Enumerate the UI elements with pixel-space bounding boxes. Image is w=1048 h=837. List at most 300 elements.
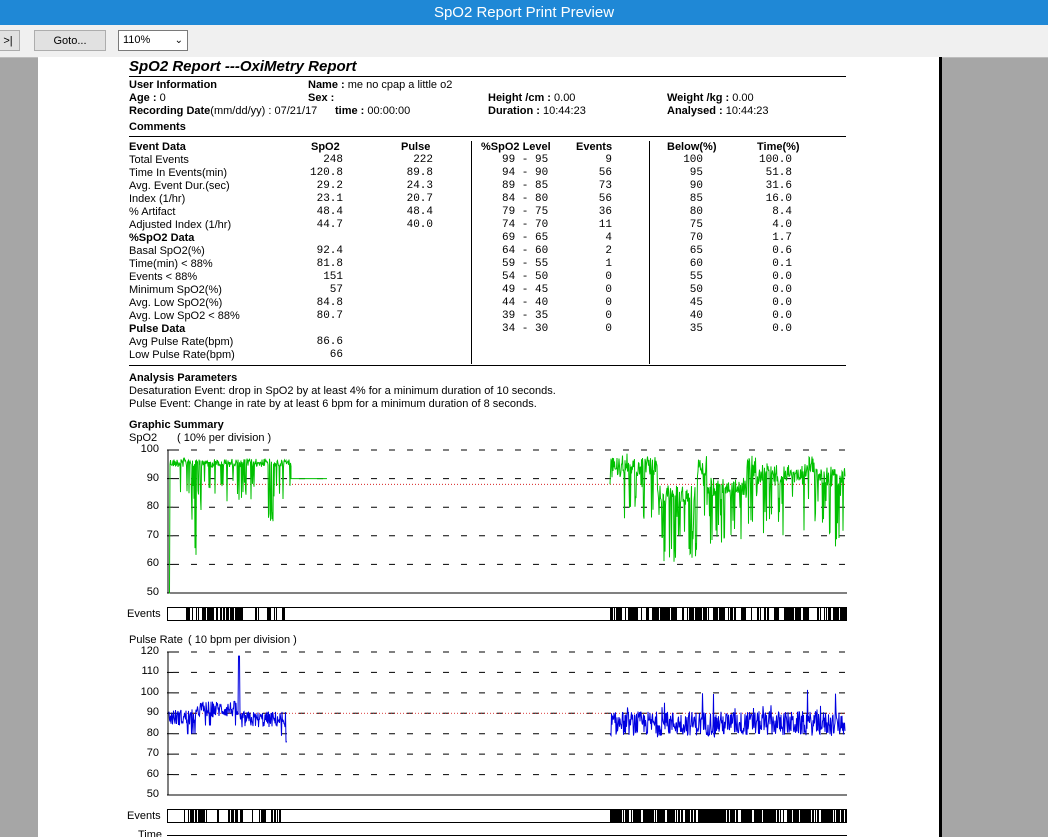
event-mark: [671, 810, 672, 822]
event-mark: [842, 608, 843, 620]
event-mark: [785, 608, 786, 620]
event-row-label: Avg. Event Dur.(sec): [129, 180, 230, 192]
event-mark: [796, 810, 797, 822]
comments-divider: [129, 136, 846, 137]
event-mark: [224, 608, 225, 620]
level-row-events: 2: [605, 245, 612, 257]
event-mark: [264, 810, 265, 822]
level-row-below: 60: [689, 258, 703, 270]
event-mark: [838, 608, 839, 620]
event-mark: [713, 608, 714, 620]
event-mark: [795, 608, 797, 620]
event-mark: [675, 608, 676, 620]
toolbar: [0, 25, 1048, 58]
tick-label: 50: [146, 788, 159, 800]
event-mark: [241, 810, 243, 822]
height-field: [488, 92, 575, 104]
tick-label: 50: [146, 586, 159, 598]
event-row-label: % Artifact: [129, 206, 176, 218]
event-mark: [822, 810, 823, 822]
event-mark: [202, 608, 203, 620]
event-mark: [715, 608, 716, 620]
spo2-data-section: %SpO2 Data: [129, 232, 195, 244]
level-row-time: 31.6: [765, 180, 792, 192]
last-page-button[interactable]: >|: [0, 30, 20, 51]
event-mark: [652, 608, 653, 620]
event-mark: [636, 810, 637, 822]
event-row-spo2: 48.4: [316, 206, 343, 218]
level-row-below: 90: [689, 180, 703, 192]
event-mark: [806, 810, 807, 822]
event-mark: [808, 810, 809, 822]
event-mark: [734, 810, 735, 822]
event-mark: [690, 608, 692, 620]
event-mark: [701, 608, 702, 620]
event-mark: [758, 810, 759, 822]
event-mark: [625, 608, 626, 620]
event-mark: [698, 810, 700, 822]
event-mark: [751, 608, 752, 620]
event-mark: [196, 810, 197, 822]
event-mark: [612, 810, 613, 822]
event-mark: [626, 810, 627, 822]
event-mark: [837, 810, 838, 822]
event-mark: [255, 608, 256, 620]
event-mark: [630, 608, 631, 620]
time-label: time :: [335, 105, 365, 117]
event-mark: [761, 810, 762, 822]
event-mark: [732, 608, 733, 620]
goto-button[interactable]: Goto...: [34, 30, 106, 51]
event-mark: [765, 810, 766, 822]
event-mark: [774, 608, 776, 620]
level-row-range: 39 - 35: [502, 310, 549, 322]
event-row-label: Index (1/hr): [129, 193, 186, 205]
event-mark: [672, 810, 673, 822]
event-mark: [723, 608, 724, 620]
level-row-below: 80: [689, 206, 703, 218]
spo2-row-value: 81.8: [316, 258, 343, 270]
event-mark: [703, 608, 705, 620]
event-mark: [764, 810, 765, 822]
event-row-pulse: 40.0: [406, 219, 433, 231]
event-mark: [270, 608, 271, 620]
event-mark: [804, 608, 805, 620]
spo2-chart-label: SpO2: [129, 432, 158, 444]
event-mark: [648, 608, 649, 620]
pulse-chart-label: Pulse Rate: [129, 634, 183, 646]
level-row-time: 0.0: [772, 323, 792, 335]
event-mark: [256, 608, 257, 620]
event-mark: [784, 608, 785, 620]
event-mark: [654, 608, 655, 620]
event-mark: [686, 810, 687, 822]
event-mark: [615, 810, 616, 822]
event-mark: [708, 608, 709, 620]
pulse-col-header: Pulse: [401, 141, 431, 153]
age-field: [129, 92, 166, 104]
spo2-row-label: Basal SpO2(%): [129, 245, 205, 257]
event-mark: [758, 608, 759, 620]
analysed-label: Analysed :: [667, 105, 723, 117]
report-page: [38, 57, 939, 837]
level-row-below: 70: [689, 232, 703, 244]
event-mark: [741, 810, 742, 822]
page-shadow: [939, 57, 942, 837]
age-value: 0: [159, 92, 166, 104]
event-mark: [807, 810, 808, 822]
tick-label: 70: [146, 747, 159, 760]
level-row-time: 0.0: [772, 284, 792, 296]
event-mark: [824, 608, 825, 620]
event-mark: [698, 608, 700, 620]
event-mark: [834, 608, 835, 620]
level-row-range: 69 - 65: [502, 232, 549, 244]
event-mark: [836, 608, 838, 620]
spo2-col-header: SpO2: [311, 141, 340, 153]
event-mark: [284, 608, 285, 620]
event-mark: [791, 810, 792, 822]
event-mark: [757, 810, 758, 822]
event-mark: [676, 608, 677, 620]
event-mark: [220, 608, 222, 620]
event-mark: [621, 810, 622, 822]
sex-field: [308, 92, 334, 104]
event-mark: [188, 608, 189, 620]
event-mark: [233, 608, 234, 620]
event-mark: [832, 810, 833, 822]
event-mark: [193, 810, 194, 822]
pulse-events-strip: [167, 809, 847, 824]
event-mark: [786, 608, 787, 620]
level-row-range: 54 - 50: [502, 271, 549, 283]
event-mark: [778, 810, 779, 822]
tick-label: 120: [140, 645, 159, 657]
event-mark: [671, 608, 672, 620]
event-mark: [277, 810, 278, 822]
event-mark: [657, 810, 658, 822]
event-mark: [672, 608, 673, 620]
event-mark: [827, 810, 828, 822]
title-divider: [129, 76, 846, 77]
tick-label: 110: [141, 665, 159, 678]
event-mark: [721, 810, 722, 822]
event-mark: [707, 810, 708, 822]
event-mark: [810, 810, 811, 822]
event-mark: [679, 810, 680, 822]
event-mark: [744, 810, 745, 822]
event-mark: [797, 810, 799, 822]
event-mark: [635, 810, 636, 822]
level-row-below: 45: [689, 297, 703, 309]
event-mark: [648, 810, 649, 822]
name-field: [308, 79, 452, 91]
level-row-time: 0.0: [772, 271, 792, 283]
level-row-below: 95: [689, 167, 703, 179]
level-row-time: 16.0: [765, 193, 792, 205]
event-mark: [658, 810, 659, 822]
level-col-header: %SpO2 Level: [481, 141, 551, 153]
event-row-label: Total Events: [129, 154, 189, 166]
event-mark: [780, 810, 781, 822]
event-mark: [184, 810, 185, 822]
event-mark: [724, 608, 725, 620]
weight-value: 0.00: [732, 92, 754, 104]
event-mark: [826, 608, 827, 620]
time-col-header: Time(%): [757, 141, 800, 153]
event-mark: [717, 608, 718, 620]
level-row-time: 0.1: [772, 258, 792, 270]
event-mark: [651, 810, 652, 822]
level-row-events: 73: [598, 180, 612, 192]
spo2-row-value: 57: [329, 284, 343, 296]
event-mark: [636, 608, 637, 620]
event-mark: [687, 608, 688, 620]
event-mark: [618, 608, 619, 620]
event-row-spo2: 44.7: [316, 219, 343, 231]
event-mark: [795, 810, 796, 822]
event-mark: [683, 608, 684, 620]
level-row-range: 99 - 95: [502, 154, 549, 166]
event-mark: [836, 810, 837, 822]
event-mark: [793, 608, 794, 620]
event-mark: [689, 810, 690, 822]
time-field: [335, 105, 410, 117]
spo2-row-label: Avg. Low SpO2(%): [129, 297, 223, 309]
spo2-row-value: 92.4: [316, 245, 343, 257]
event-mark: [618, 810, 619, 822]
event-mark: [667, 608, 668, 620]
duration-field: [488, 105, 586, 117]
event-mark: [668, 810, 670, 822]
event-mark: [792, 608, 793, 620]
tick-label: 100: [140, 443, 159, 455]
event-mark: [682, 810, 683, 822]
event-mark: [669, 608, 670, 620]
event-mark: [777, 608, 778, 620]
analysis-title: Analysis Parameters: [129, 372, 238, 384]
event-mark: [236, 608, 238, 620]
event-mark: [226, 608, 227, 620]
spo2-row-value: 80.7: [316, 310, 343, 322]
event-mark: [188, 810, 189, 822]
level-row-time: 100.0: [758, 154, 792, 166]
event-data-header: Event Data: [129, 141, 186, 153]
event-mark: [673, 608, 674, 620]
event-mark: [208, 608, 210, 620]
graphic-summary-title: Graphic Summary: [129, 419, 224, 431]
event-mark: [633, 810, 634, 822]
zoom-select[interactable]: [118, 30, 188, 51]
event-mark: [620, 608, 621, 620]
event-mark: [628, 608, 630, 620]
recording-value: 07/21/17: [274, 105, 318, 117]
event-row-pulse: 89.8: [406, 167, 433, 179]
level-row-events: 1: [605, 258, 612, 270]
event-mark: [263, 810, 264, 822]
event-mark: [666, 608, 667, 620]
event-mark: [619, 810, 620, 822]
height-value: 0.00: [554, 92, 576, 104]
event-mark: [733, 810, 734, 822]
level-row-events: 9: [605, 154, 612, 166]
event-mark: [760, 608, 761, 620]
event-mark: [799, 608, 801, 620]
event-mark: [674, 608, 675, 620]
event-mark: [721, 608, 723, 620]
event-mark: [233, 810, 234, 822]
event-mark: [232, 608, 233, 620]
event-mark: [723, 810, 724, 822]
comments-label: Comments: [129, 121, 186, 133]
event-mark: [728, 608, 729, 620]
event-mark: [653, 608, 654, 620]
event-mark: [231, 608, 232, 620]
events-label: Events: [127, 608, 161, 620]
sex-label: Sex :: [308, 92, 335, 104]
event-mark: [228, 810, 229, 822]
event-mark: [841, 810, 842, 822]
event-mark: [663, 608, 664, 620]
event-mark: [833, 608, 834, 620]
event-mark: [259, 810, 260, 822]
event-mark: [192, 608, 193, 620]
level-row-time: 4.0: [772, 219, 792, 231]
name-value: me no cpap a little o2: [347, 79, 453, 91]
event-mark: [818, 810, 819, 822]
event-mark: [661, 608, 663, 620]
event-row-spo2: 29.2: [316, 180, 343, 192]
event-mark: [790, 810, 791, 822]
event-mark: [207, 608, 208, 620]
tick-label: 70: [146, 528, 159, 541]
below-col-header: Below(%): [667, 141, 717, 153]
event-mark: [617, 810, 618, 822]
event-mark: [798, 608, 799, 620]
tables-divider: [129, 365, 846, 366]
event-mark: [727, 810, 729, 822]
event-mark: [653, 810, 654, 822]
event-mark: [801, 810, 802, 822]
pulse-row-label: Avg Pulse Rate(bpm): [129, 336, 234, 348]
event-mark: [774, 810, 775, 822]
events-col-header: Events: [576, 141, 613, 153]
event-mark: [621, 608, 622, 620]
event-mark: [641, 608, 642, 620]
event-mark: [614, 608, 615, 620]
event-row-pulse: 48.4: [406, 206, 433, 218]
event-mark: [223, 608, 224, 620]
event-mark: [716, 608, 717, 620]
level-row-events: 0: [605, 271, 612, 283]
event-mark: [646, 608, 647, 620]
event-mark: [655, 608, 656, 620]
event-mark: [229, 810, 230, 822]
tick-label: 60: [146, 557, 159, 570]
event-mark: [705, 810, 707, 822]
event-mark: [764, 608, 765, 620]
event-mark: [704, 810, 705, 822]
level-row-time: 0.0: [772, 297, 792, 309]
level-row-time: 1.7: [772, 232, 792, 244]
height-label: Height /cm :: [488, 92, 551, 104]
event-mark: [187, 608, 188, 620]
event-mark: [794, 810, 795, 822]
level-row-events: 56: [598, 167, 612, 179]
recording-field: [129, 105, 317, 117]
event-mark: [635, 608, 636, 620]
event-mark: [212, 608, 213, 620]
recording-format: (mm/dd/yy) :: [210, 105, 272, 117]
level-row-events: 0: [605, 297, 612, 309]
event-mark: [800, 810, 801, 822]
event-mark: [272, 810, 273, 822]
event-mark: [616, 608, 617, 620]
level-row-events: 4: [605, 232, 612, 244]
event-mark: [773, 810, 774, 822]
event-mark: [637, 608, 638, 620]
spo2-row-label: Events < 88%: [129, 271, 198, 283]
event-mark: [790, 608, 791, 620]
event-mark: [271, 810, 272, 822]
level-row-time: 0.6: [772, 245, 792, 257]
event-mark: [258, 608, 259, 620]
event-mark: [808, 608, 809, 620]
pulse-data-section: Pulse Data: [129, 323, 186, 335]
event-mark: [218, 810, 219, 822]
event-mark: [736, 810, 737, 822]
duration-label: Duration :: [488, 105, 540, 117]
event-mark: [276, 608, 277, 620]
event-mark: [768, 608, 769, 620]
event-mark: [725, 810, 726, 822]
level-row-events: 0: [605, 323, 612, 335]
level-row-below: 55: [689, 271, 703, 283]
event-mark: [239, 608, 240, 620]
event-mark: [610, 608, 612, 620]
event-mark: [821, 810, 822, 822]
event-mark: [692, 608, 694, 620]
pulse-row-value: 66: [329, 349, 343, 361]
event-mark: [772, 810, 773, 822]
time-axis-label: Time: [138, 829, 163, 837]
name-label: Name :: [308, 79, 345, 91]
duration-value: 10:44:23: [543, 105, 586, 117]
chevron-down-icon: ⌄: [174, 35, 183, 46]
event-mark: [240, 810, 241, 822]
event-mark: [681, 810, 682, 822]
event-mark: [279, 810, 280, 822]
spo2-div-label: ( 10% per division ): [177, 432, 272, 444]
event-mark: [713, 810, 715, 822]
event-row-spo2: 23.1: [316, 193, 343, 205]
event-mark: [631, 608, 633, 620]
event-mark: [770, 810, 772, 822]
event-mark: [664, 810, 665, 822]
spo2-chart: [167, 450, 847, 598]
tick-label: 90: [146, 471, 159, 484]
event-mark: [757, 608, 758, 620]
event-row-label: Adjusted Index (1/hr): [129, 219, 232, 231]
desaturation-param: Desaturation Event: drop in SpO2 by at least 4% for a minimum duration of 10 seconds.: [129, 385, 556, 397]
event-mark: [749, 810, 751, 822]
level-row-time: 8.4: [772, 206, 792, 218]
event-mark: [731, 608, 732, 620]
event-mark: [198, 608, 199, 620]
tick-label: 80: [146, 500, 159, 513]
event-mark: [812, 810, 813, 822]
event-mark: [656, 608, 657, 620]
